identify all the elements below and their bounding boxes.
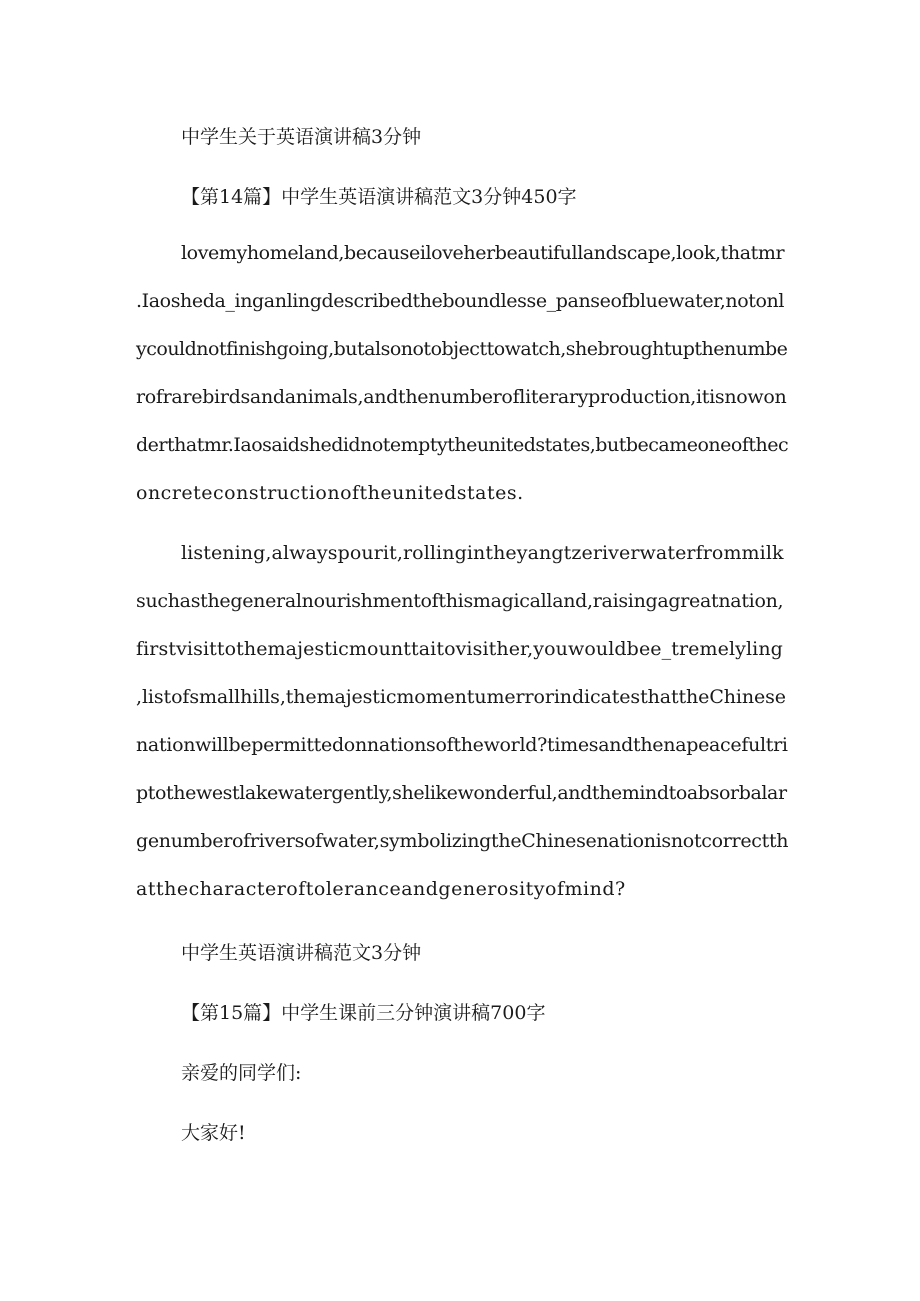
salutation: 亲爱的同学们: (181, 1062, 302, 1084)
paragraph-line: oncreteconstructionoftheunitedstates. (136, 482, 524, 504)
paragraph-line: firstvisittothemajesticmounttaitovisither,youwouldbee_tremelyling (136, 638, 783, 660)
paragraph-line: atthecharacteroftoleranceandgenerosityofmind? (136, 878, 626, 900)
paragraph-line: lovemyhomeland,becauseiloveherbeautifullandscape,look,thatmr (181, 242, 785, 264)
paragraph-line: nationwillbepermittedonnationsoftheworld?timesandthenapeacefultri (136, 734, 788, 756)
paragraph-line: ptothewestlakewatergently,shelikewonderful,andthemindtoabsorbalar (136, 782, 787, 804)
heading-article-14: 【第14篇】中学生英语演讲稿范文3分钟450字 (181, 186, 577, 208)
paragraph-line: .Iaosheda_inganlingdescribedtheboundlesse_panseofbluewater,notonl (136, 290, 785, 312)
heading-article-15: 【第15篇】中学生课前三分钟演讲稿700字 (181, 1002, 546, 1024)
paragraph-line: listening,alwayspourit,rollingintheyangtzeriverwaterfrommilk (181, 542, 784, 564)
greeting: 大家好! (181, 1122, 246, 1144)
paragraph-line: ,listofsmallhills,themajesticmomentumerrorindicatesthattheChinese (136, 686, 786, 708)
paragraph-line: ycouldnotfinishgoing,butalsonotobjecttowatch,shebroughtupthenumbe (136, 338, 788, 360)
heading-speech-3min: 中学生关于英语演讲稿3分钟 (181, 126, 422, 148)
paragraph-line: rofrarebirdsandanimals,andthenumberofliteraryproduction,itisnowon (136, 386, 787, 408)
paragraph-line: genumberofriversofwater,symbolizingtheChinesenationisnotcorrectth (136, 830, 789, 852)
paragraph-line: derthatmr.Iaosaidshedidnotemptytheunitedstates,butbecameoneofthec (136, 434, 789, 456)
paragraph-line: suchasthegeneralnourishmentofthismagicalland,raisingagreatnation, (136, 590, 784, 612)
heading-speech-sample: 中学生英语演讲稿范文3分钟 (181, 942, 422, 964)
